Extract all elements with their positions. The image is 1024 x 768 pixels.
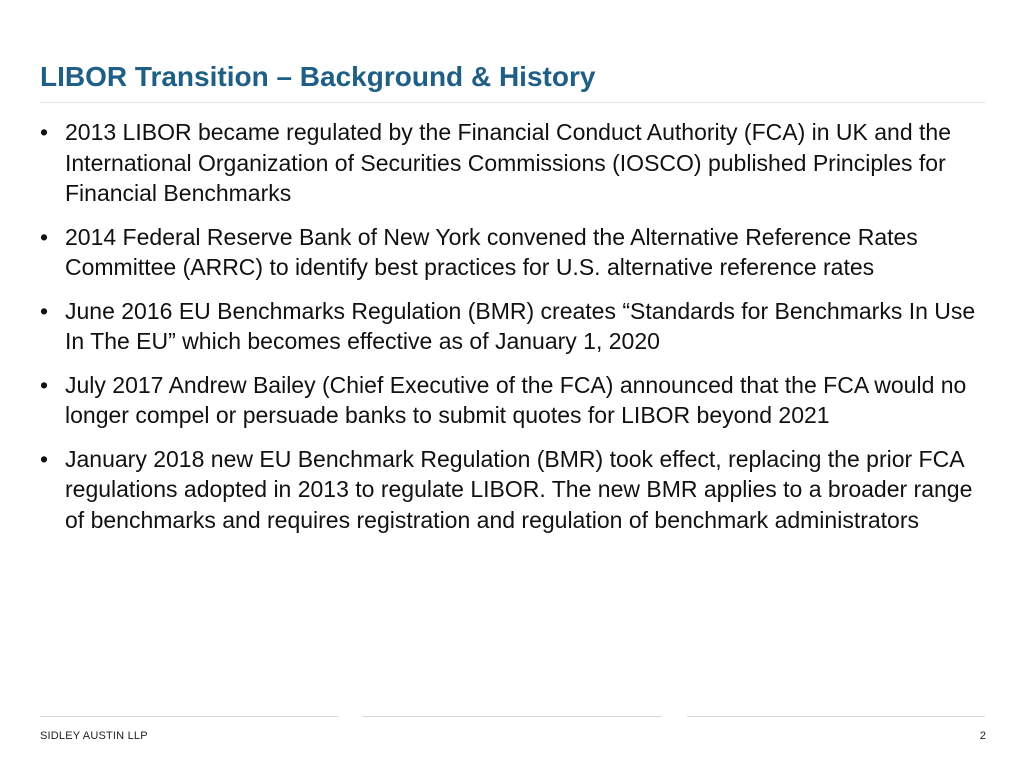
bullet-icon: • — [40, 119, 49, 145]
page-number: 2 — [979, 730, 986, 742]
footer-divider-left — [40, 716, 338, 717]
footer-divider-middle — [362, 716, 662, 717]
bullet-icon: • — [40, 371, 49, 398]
bullet-list — [40, 117, 990, 548]
slide-title: LIBOR Transition – Background & History — [40, 61, 596, 92]
bullet-text: January 2018 new EU Benchmark Regulation (BMR) took effect, replacing the prior FCA regulations adopted in 2013 to regulate LIBOR. The new BMR applies to a broader range of benchmarks and requires registration and regulation of benchmark administrators — [65, 445, 973, 533]
bullet-text: 2014 Federal Reserve Bank of New York convened the Alternative Reference Rates Committee (ARRC) to identify best practices for U.S. alternative reference rates — [65, 223, 918, 280]
bullet-icon: • — [40, 297, 49, 324]
bullet-icon: • — [40, 445, 49, 472]
bullet-text: 2013 LIBOR became regulated by the Financial Conduct Authority (FCA) in UK and the International Organization of Securities Commissions (IOSCO) published Principles for Financial Benchmarks — [65, 119, 951, 206]
bullet-item — [40, 370, 990, 431]
bullet-item — [40, 222, 990, 283]
footer-divider-right — [687, 716, 985, 717]
bullet-icon: • — [40, 223, 49, 250]
title-divider — [40, 102, 985, 103]
footer-firm-name: SIDLEY AUSTIN LLP — [40, 730, 148, 742]
bullet-item — [40, 296, 990, 357]
bullet-text: June 2016 EU Benchmarks Regulation (BMR) creates “Standards for Benchmarks In Use In The EU” which becomes effective as of January 1, 2020 — [65, 297, 976, 354]
bullet-item — [40, 444, 990, 536]
bullet-item — [40, 117, 990, 209]
bullet-text: July 2017 Andrew Bailey (Chief Executive of the FCA) announced that the FCA would no longer compel or persuade banks to submit quotes for LIBOR beyond 2021 — [65, 371, 967, 428]
